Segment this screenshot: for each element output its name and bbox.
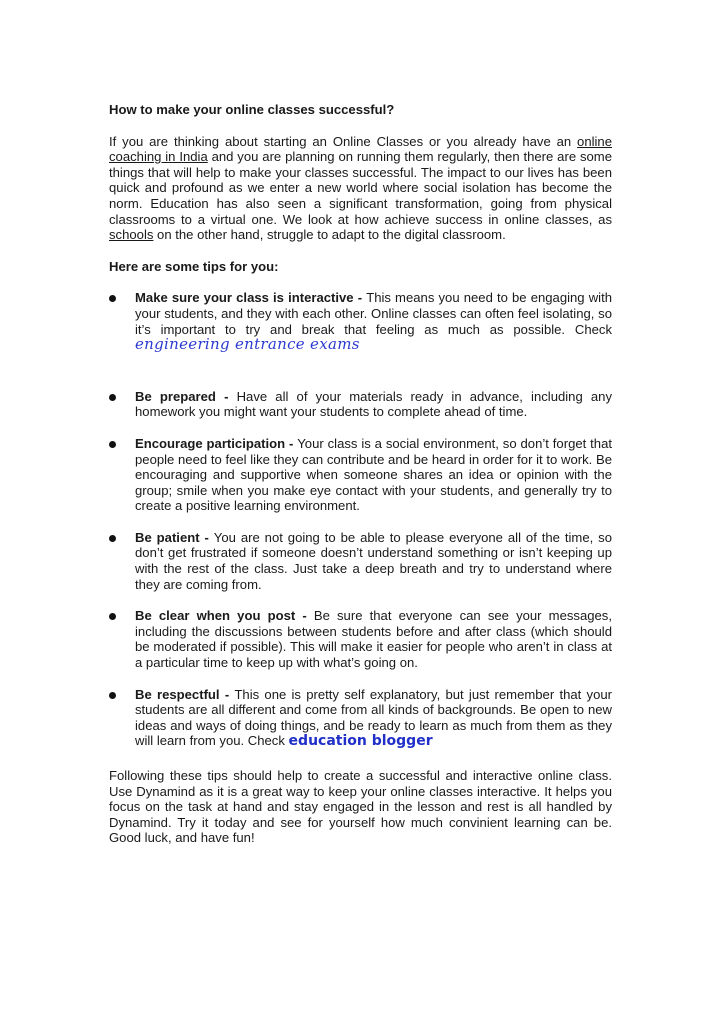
- closing-paragraph: Following these tips should help to create a successful and interactive online class. Use Dynamind as it is a great way to keep your online classes interactive. It helps you focus on the task at hand and stay engaged in the lesson and rest is all handled by Dynamind. Try it today and see for yourself how much convinient learning can be. Good luck, and have fun!: [109, 768, 612, 846]
- list-item: [109, 687, 612, 750]
- tip-body: Be sure that everyone can see your messages, including the discussions between students before and after class (which should be moderated if possible). This will make it easier for people who aren’t in class at a particular time to keep up with what’s going on.: [135, 608, 612, 671]
- list-item: [109, 530, 612, 592]
- bullet-icon: [109, 394, 116, 401]
- tips-heading: Here are some tips for you:: [109, 258, 279, 274]
- list-item: [109, 608, 612, 670]
- intro-paragraph: [109, 134, 612, 243]
- tips-list: [109, 290, 612, 750]
- engineering-entrance-exams-link[interactable]: engineering entrance exams: [135, 335, 360, 354]
- document-page: [109, 102, 612, 859]
- tip-body: You are not going to be able to please everyone all of the time, so don’t get frustrated if someone doesn’t understand something or isn’t keeping up with the rest of the class. Just take a deep breath and try to understand where they are coming from.: [135, 529, 612, 592]
- list-item: [109, 436, 612, 514]
- tip-heading: Be respectful -: [135, 686, 235, 702]
- intro-text-1: If you are thinking about starting an Online Classes or you already have an: [109, 133, 578, 149]
- document-title: How to make your online classes successful?: [109, 102, 395, 117]
- tip-heading: Be patient -: [135, 529, 214, 545]
- check-label: Check: [574, 321, 612, 337]
- bullet-icon: [109, 692, 116, 699]
- education-blogger-link[interactable]: education blogger: [288, 733, 433, 750]
- tip-heading: Make sure your class is interactive -: [135, 290, 367, 306]
- tip-body: This means you need to be engaging with your students, and they with each other. Online classes can often feel isolating, so it’s important to try and break that feeling as much as possible.: [135, 290, 612, 337]
- tip-body: This one is pretty self explanatory, but just remember that your students are all different and come from all kinds of backgrounds. Be open to new ideas and ways of doing things, and be ready to learn as much from them as they will learn from you. Check: [135, 686, 613, 749]
- bullet-icon: [109, 295, 116, 302]
- list-item: [109, 389, 612, 420]
- tip-heading: Be prepared -: [135, 388, 237, 404]
- list-item: [109, 290, 612, 352]
- schools-link[interactable]: schools: [109, 227, 154, 243]
- tip-body: Your class is a social environment, so don’t forget that people need to feel like they can contribute and be heard in order for it to work. Be encouraging and supportive when someone shares an idea or opinion with the group; smile when you make eye contact with your students, and generally try to create a positive learning environment.: [135, 435, 612, 514]
- intro-text-2: and you are planning on running them regularly, then there are some things that will help to make your classes successful. The impact to our lives has been quick and profound as we enter a new world where social isolation has become the norm. Education has also seen a significant transformation, going from physical classrooms to a virtual one. We look at how achieve success in online classes, as: [109, 149, 612, 227]
- tip-heading: Encourage participation -: [135, 435, 298, 451]
- bullet-icon: [109, 535, 116, 542]
- bullet-icon: [109, 441, 116, 448]
- online-coaching-link[interactable]: online coaching in India: [109, 133, 612, 165]
- bullet-icon: [109, 613, 116, 620]
- tip-body: Have all of your materials ready in advance, including any homework you might want your students to complete ahead of time.: [135, 388, 612, 420]
- tip-heading: Be clear when you post -: [135, 608, 314, 624]
- intro-text-3: on the other hand, struggle to adapt to the digital classroom.: [153, 227, 506, 243]
